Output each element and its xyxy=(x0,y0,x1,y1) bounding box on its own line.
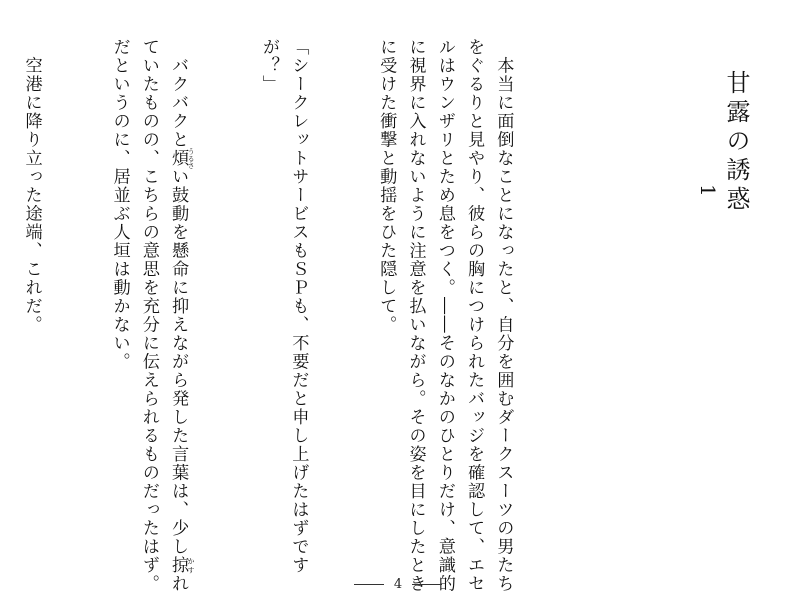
ruby-reading: うるさ xyxy=(187,147,196,169)
ruby-word xyxy=(168,147,196,169)
chapter-title: 甘露の誘惑 xyxy=(722,70,750,215)
ruby-base: 煩 xyxy=(168,147,189,169)
paragraph-1 xyxy=(371,38,517,593)
footer-rule-right xyxy=(412,584,442,585)
paragraph-text: 「シークレットサービスもＳＰも、不要だと申し上げたはずです が？」 xyxy=(259,38,309,575)
paragraph-4 xyxy=(16,38,45,548)
ruby-word xyxy=(168,556,196,575)
page-number: 4 xyxy=(393,576,403,592)
footer-rule-left xyxy=(354,584,384,585)
paragraph-text: い鼓動を懸命に抑えながら発した言葉は、少し xyxy=(168,167,189,556)
page-footer xyxy=(0,574,796,594)
ruby-reading: かす xyxy=(187,556,196,575)
chapter-number: 1 xyxy=(696,184,720,197)
body-text xyxy=(21,38,576,593)
chapter-heading xyxy=(676,60,776,260)
paragraph-text: 本当に面倒なことになったと、自分を囲むダークスーツの男たち をぐるりと見やり、彼らの胸につけられたバッジを確認して、エセ ルはウンザリとため息をつく。――そのなかのひとりだけ、意識的 に視界に入れないように注意を払いながら。その姿を目にしたとき に受けた衝撃と動揺をひた隠して。 xyxy=(376,38,514,593)
paragraph-text: 空港に降り立った途端、これだ。 xyxy=(21,38,42,334)
paragraph-text: れ ていたものの、こちらの意思を充分に伝えられるものだったはず。 だというのに、居並ぶ人垣は動かない。 xyxy=(109,38,189,593)
paragraph-text: バクバクと xyxy=(168,38,189,149)
paragraph-3 xyxy=(104,38,196,593)
paragraph-2 xyxy=(254,38,313,575)
ruby-base: 掠 xyxy=(168,556,189,575)
